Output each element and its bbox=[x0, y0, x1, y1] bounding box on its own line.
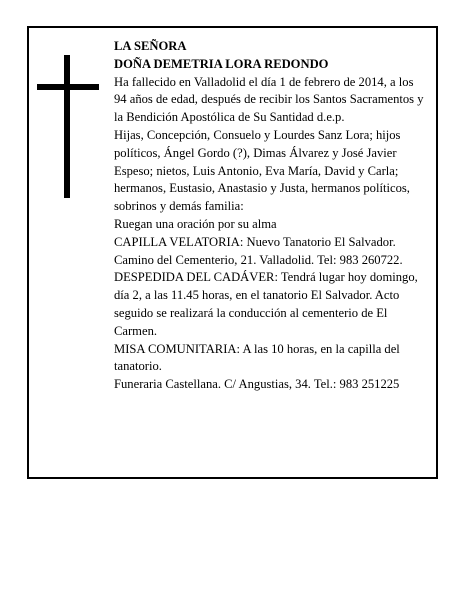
death-announcement: Ha fallecido en Valladolid el día 1 de febrero de 2014, a los 94 años de edad, después de recibir los Santos Sacramentos y la Bendición Apostólica de Su Santidad d.e.p. bbox=[114, 74, 424, 125]
family-list: Hijas, Concepción, Consuelo y Lourdes Sanz Lora; hijos políticos, Ángel Gordo (?), Dimas Álvarez y José Javier Espeso; nietos, Luis Antonio, Eva María, David y Carla; hermanos, Eustasio, Anastasio y Justa, hermanos políticos, sobrinos y demás familia: bbox=[114, 127, 410, 214]
obituary-text bbox=[114, 38, 426, 394]
cross-vertical-bar bbox=[64, 55, 70, 198]
heading-title: LA SEÑORA bbox=[114, 39, 187, 53]
deceased-name: DOÑA DEMETRIA LORA REDONDO bbox=[114, 56, 329, 71]
chapel-info: CAPILLA VELATORIA: Nuevo Tanatorio El Salvador. Camino del Cementerio, 21. Valladolid. Tel: 983 260722. bbox=[114, 234, 403, 267]
cross-icon bbox=[37, 55, 99, 198]
funeral-home-info: Funeraria Castellana. C/ Angustias, 34. Tel.: 983 251225 bbox=[114, 377, 400, 392]
prayer-request: Ruegan una oración por su alma bbox=[114, 216, 277, 231]
farewell-info: DESPEDIDA DEL CADÁVER: Tendrá lugar hoy domingo, día 2, a las 11.45 horas, en el tanatorio El Salvador. Acto seguido se realizará la conducción al cementerio de El Carmen. bbox=[114, 270, 418, 338]
cross-horizontal-bar bbox=[37, 84, 99, 90]
mass-info: MISA COMUNITARIA: A las 10 horas, en la capilla del tanatorio. bbox=[114, 341, 400, 374]
